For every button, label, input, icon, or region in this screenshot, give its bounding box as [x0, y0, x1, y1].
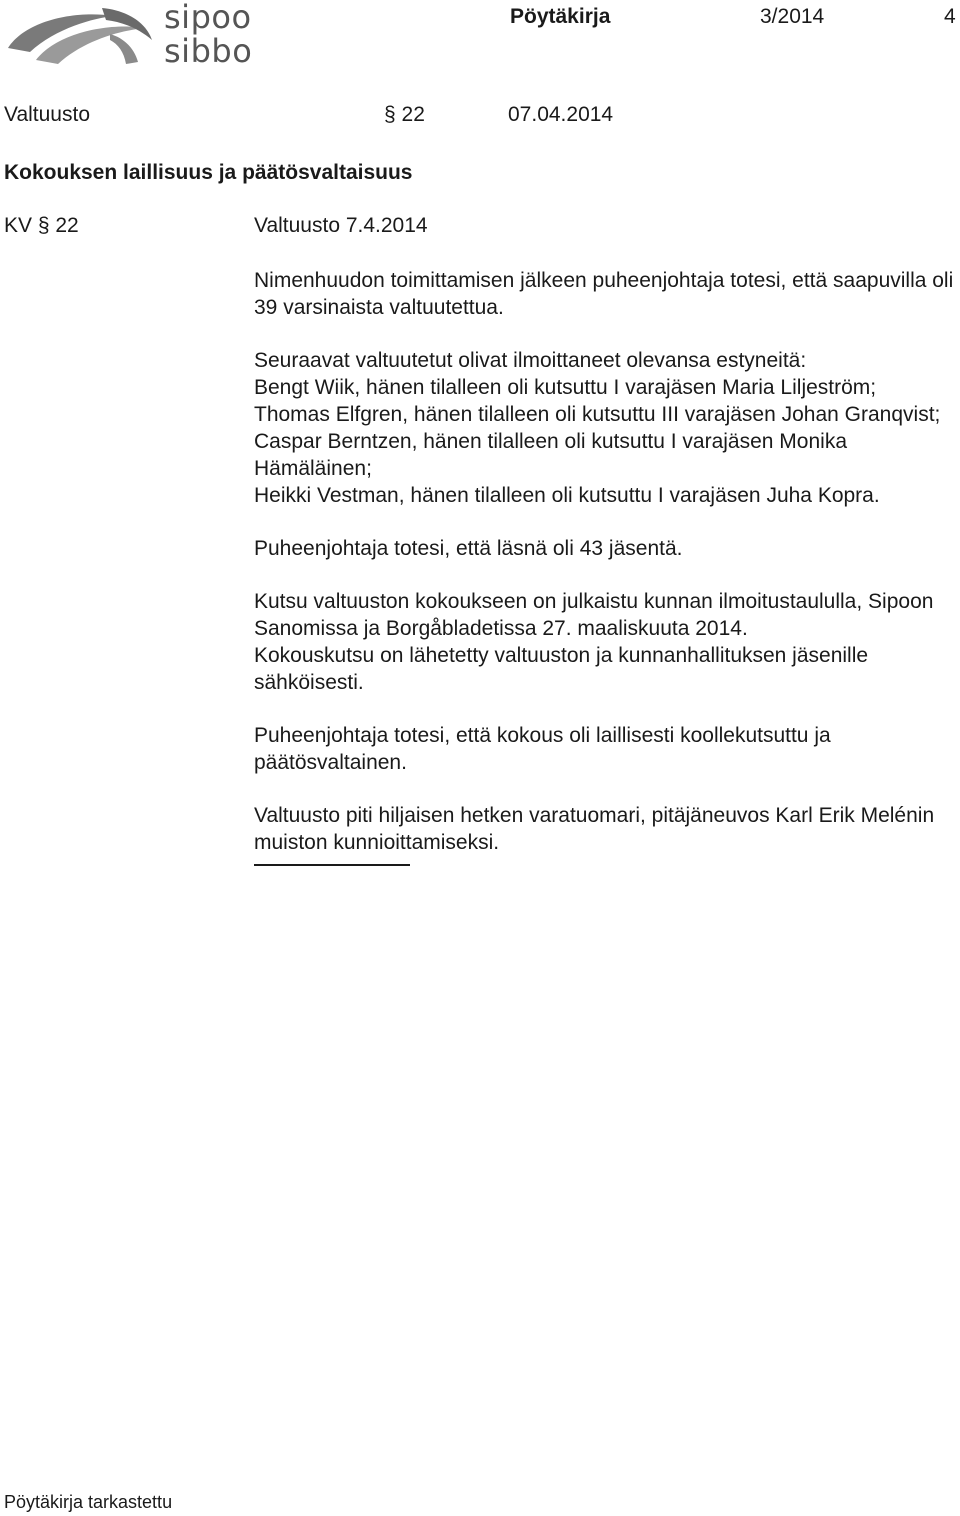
- minutes-body: [254, 267, 954, 866]
- logo-text-sipoo: sipoo: [164, 0, 252, 36]
- document-type: Pöytäkirja: [510, 5, 611, 28]
- paragraph-quorum: Puheenjohtaja totesi, että kokous oli laillisesti koollekutsuttu ja päätösvaltainen.: [254, 724, 831, 774]
- sipoo-sibbo-logo: [6, 0, 256, 70]
- item-reference: Valtuusto 7.4.2014: [254, 214, 428, 237]
- paragraph-attendance: Puheenjohtaja totesi, että läsnä oli 43 jäsentä.: [254, 537, 683, 560]
- meeting-section: § 22: [384, 103, 425, 126]
- logo-wordmark: [164, 0, 252, 68]
- substitutes-intro: Seuraavat valtuutetut olivat ilmoittaneet olevansa estyneitä:: [254, 349, 807, 372]
- paragraph-invitation-sent: Kokouskutsu on lähetetty valtuuston ja kunnanhallituksen jäsenille sähköisesti.: [254, 644, 869, 694]
- document-number: 3/2014: [760, 5, 825, 28]
- substitute-line: Bengt Wiik, hänen tilalleen oli kutsuttu I varajäsen Maria Liljeström;: [254, 376, 877, 399]
- item-code: KV § 22: [4, 214, 79, 237]
- meeting-body: Valtuusto: [4, 103, 90, 126]
- paragraph-roll-call: Nimenhuudon toimittamisen jälkeen puheenjohtaja totesi, että saapuvilla oli 39 varsinaista valtuutettua.: [254, 269, 954, 319]
- page-number: 4: [944, 5, 956, 28]
- substitute-line: Caspar Berntzen, hänen tilalleen oli kutsuttu I varajäsen Monika Hämäläinen;: [254, 430, 848, 480]
- paragraph-substitutes: [254, 347, 954, 509]
- section-title: Kokouksen laillisuus ja päätösvaltaisuus: [4, 161, 413, 184]
- paragraph-moment-of-silence: Valtuusto piti hiljaisen hetken varatuomari, pitäjäneuvos Karl Erik Melénin muiston kunnioittamiseksi.: [254, 804, 935, 854]
- end-of-item-rule: [254, 864, 410, 866]
- meeting-date: 07.04.2014: [508, 103, 614, 126]
- substitute-line: Thomas Elfgren, hänen tilalleen oli kutsuttu III varajäsen Johan Granqvist;: [254, 403, 941, 426]
- footer-minutes-checked: Pöytäkirja tarkastettu: [4, 1492, 173, 1512]
- paragraph-invitation-published: Kutsu valtuuston kokoukseen on julkaistu kunnan ilmoitustaululla, Sipoon Sanomissa ja Borgåbladetissa 27. maaliskuuta 2014.: [254, 590, 934, 640]
- municipality-emblem-icon: [6, 0, 156, 70]
- substitute-line: Heikki Vestman, hänen tilalleen oli kutsuttu I varajäsen Juha Kopra.: [254, 484, 880, 507]
- logo-text-sibbo: sibbo: [164, 32, 253, 70]
